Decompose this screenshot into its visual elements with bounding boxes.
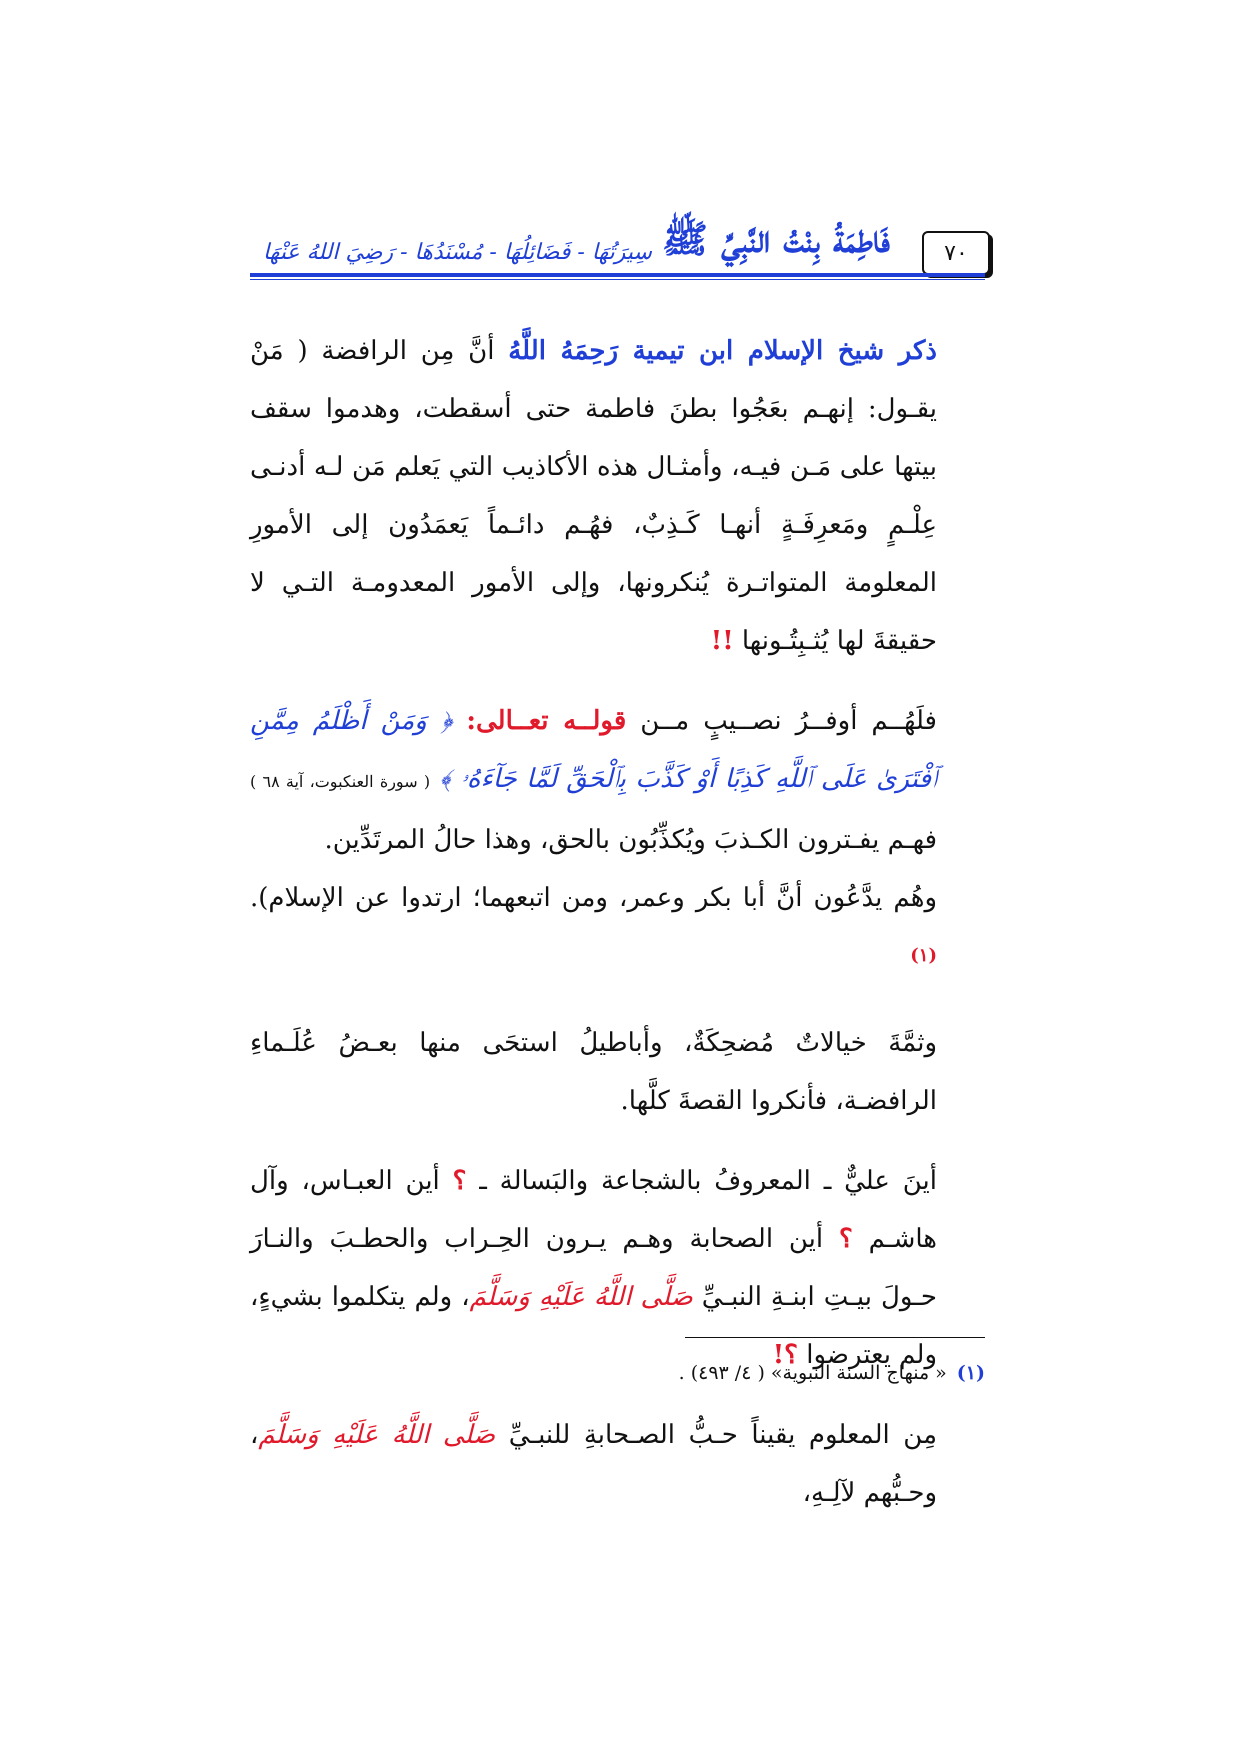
footnote-rule xyxy=(685,1337,985,1338)
paragraph-5-text-a: أينَ عليٌّ ـ المعروفُ بالشجاعة والبَسالة ـ xyxy=(466,1165,937,1196)
page-number: ٧٠ xyxy=(922,231,990,275)
exclamation-mark: !! xyxy=(710,626,734,656)
footnote-number: (١) xyxy=(956,1362,985,1384)
paragraph-4 xyxy=(250,1014,985,1130)
book-subtitle: سِيرَتُهَا - فَضَائِلُهَا - مُسْنَدُهَا - رَضِيَ اللهُ عَنْهَا xyxy=(262,240,652,265)
question-exclaim: ؟! xyxy=(772,1339,798,1370)
paragraph-5-text-b: أين العبـاس، وآل هاشـم xyxy=(250,1165,937,1254)
question-mark-2: ؟ xyxy=(838,1223,853,1254)
ibn-taymiyya-lead: ذكر شيخ الإسلام ابن تيمية رَحِمَهُ اللَّهُ xyxy=(508,336,937,366)
paragraph-6 xyxy=(250,1406,985,1522)
paragraph-6-text-a: مِن المعلوم يقيناً حـبُّ الصـحابةِ للنبـيِّ xyxy=(495,1419,938,1450)
salawat-1: صَلَّى اللَّهُ عَلَيْهِ وَسَلَّمَ xyxy=(469,1281,693,1312)
running-header xyxy=(250,195,990,285)
paragraph-2-text-b: فهـم يفـترون الكـذبَ ويُكذِّبُون بالحق، وهذا حالُ المرتَدِّين. xyxy=(324,825,937,855)
quran-verse: ﴿ وَمَنْ أَظْلَمُ مِمَّنِ ٱفْتَرَىٰ عَلَى ٱللَّهِ كَذِبًا أَوْ كَذَّبَ بِٱلْحَقِّ لَمَّا جَآءَهُۥ ﴾ xyxy=(250,706,937,794)
salawat-2: صَلَّى اللَّهُ عَلَيْهِ وَسَلَّمَ xyxy=(258,1419,496,1450)
footnote-text: « منهاج السنة النبوية» ( ٤/ ٤٩٣) . xyxy=(678,1362,947,1384)
header-rule xyxy=(250,273,985,280)
paragraph-1-text: أنَّ مِن الرافضة ( مَنْ يقـول: إنهـم بعَجُوا بطنَ فاطمة حتى أسقطت، وهدموا سقف بيتها على مَـن فيـه، وأمثـال هذه الأكاذيب التي يَعلم مَن لـه أدنـى عِلْـمٍ ومَعرِفَـةٍ أنهـا كَـذِبٌ، فهُـم دائـماً يَعمَدُون إلى الأمورِ المعلومة المتواتـرة يُنكرونها، وإلى الأمور المعدومـة التـي لا حقيقةَ لها يُثـبِتُـونها xyxy=(250,336,937,656)
paragraph-4-text: وثمَّةَ خيالاتٌ مُضحِكَةٌ، وأباطيلُ استحَى منها بعـضُ عُلَـماءِ الرافضـة، فأنكروا القصةَ كلَّها. xyxy=(250,1027,937,1116)
question-mark-1: ؟ xyxy=(452,1165,467,1196)
paragraph-5 xyxy=(250,1152,985,1384)
paragraph-5-text-d: ، ولم يتكلموا بشيءٍ، ولم يعترضوا xyxy=(250,1281,937,1370)
paragraph-3-text: وهُم يدَّعُون أنَّ أبا بكر وعمر، ومن اتبعهما؛ ارتدوا عن الإسلام). xyxy=(250,883,937,913)
running-title xyxy=(263,201,890,271)
paragraph-3 xyxy=(250,869,985,992)
paragraph-2-text-a: فلَهُــم أوفــرُ نصــيبٍ مــن xyxy=(626,706,937,736)
body-text xyxy=(250,322,985,1522)
verse-reference: ( سورة العنكبوت، آية ٦٨ ) xyxy=(250,772,431,791)
qawl-taala: قولــه تعــالى: xyxy=(466,706,627,736)
paragraph-5-text-c: أين الصحابة وهـم يـرون الحِـراب والحطـبَ والنـارَ حـولَ بيـتِ ابنـةِ النبـيِّ xyxy=(250,1223,937,1312)
book-title: فَاطِمَةُ بِنْتُ النَّبِيِّ ﷺ xyxy=(662,216,890,261)
paragraph-6-text-b: ، وحـبُّهم لآلِـهِ، xyxy=(250,1419,937,1508)
paragraph-1 xyxy=(250,322,985,670)
paragraph-2 xyxy=(250,692,985,869)
footnote xyxy=(250,1358,985,1388)
footnote-marker[interactable]: (١) xyxy=(910,945,937,966)
